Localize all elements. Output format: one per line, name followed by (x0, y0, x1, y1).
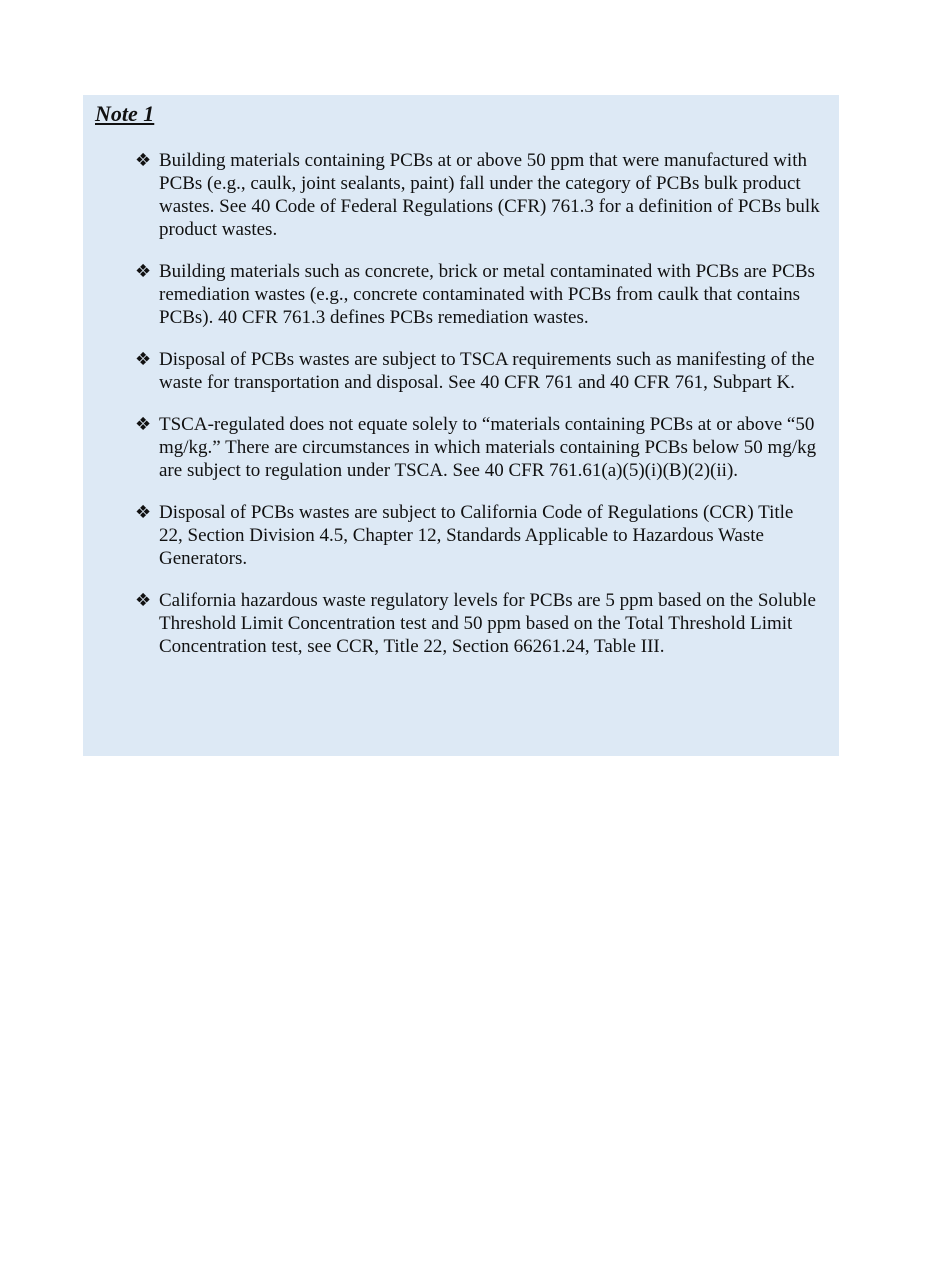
diamond-bullet-icon: ❖ (135, 150, 152, 171)
bullet-text: Building materials containing PCBs at or above 50 ppm that were manufactured with PCBs (e.g., caulk, joint sealants, paint) fall under the category of PCBs bulk product wastes. See 40 Code of Federal Regulations (CFR) 761.3 for a definition of PCBs bulk product wastes. (159, 150, 820, 240)
note-box (83, 95, 839, 756)
diamond-bullet-icon: ❖ (135, 414, 152, 435)
list-item (135, 260, 829, 329)
list-item (135, 501, 829, 570)
diamond-bullet-icon: ❖ (135, 502, 152, 523)
bullet-text: California hazardous waste regulatory levels for PCBs are 5 ppm based on the Soluble Threshold Limit Concentration test and 50 ppm based on the Total Threshold Limit Concentration test, see CCR, Title 22, Section 66261.24, Table III. (159, 590, 816, 657)
note-title: Note 1 (95, 101, 155, 126)
list-item (135, 413, 829, 482)
bullet-list (95, 149, 829, 658)
diamond-bullet-icon: ❖ (135, 261, 152, 282)
bullet-text: Building materials such as concrete, brick or metal contaminated with PCBs are PCBs remediation wastes (e.g., concrete contaminated with PCBs from caulk that contains PCBs). 40 CFR 761.3 defines PCBs remediation wastes. (159, 261, 815, 328)
list-item (135, 348, 829, 394)
diamond-bullet-icon: ❖ (135, 349, 152, 370)
diamond-bullet-icon: ❖ (135, 590, 152, 611)
list-item (135, 589, 829, 658)
bullet-text: TSCA-regulated does not equate solely to “materials containing PCBs at or above “50 mg/kg.” There are circumstances in which materials containing PCBs below 50 mg/kg are subject to regulation under TSCA. See 40 CFR 761.61(a)(5)(i)(B)(2)(ii). (159, 414, 817, 481)
list-item (135, 149, 829, 241)
bullet-text: Disposal of PCBs wastes are subject to California Code of Regulations (CCR) Title 22, Section Division 4.5, Chapter 12, Standards Applicable to Hazardous Waste Generators. (159, 502, 794, 569)
bullet-text: Disposal of PCBs wastes are subject to TSCA requirements such as manifesting of the waste for transportation and disposal. See 40 CFR 761 and 40 CFR 761, Subpart K. (159, 349, 815, 393)
